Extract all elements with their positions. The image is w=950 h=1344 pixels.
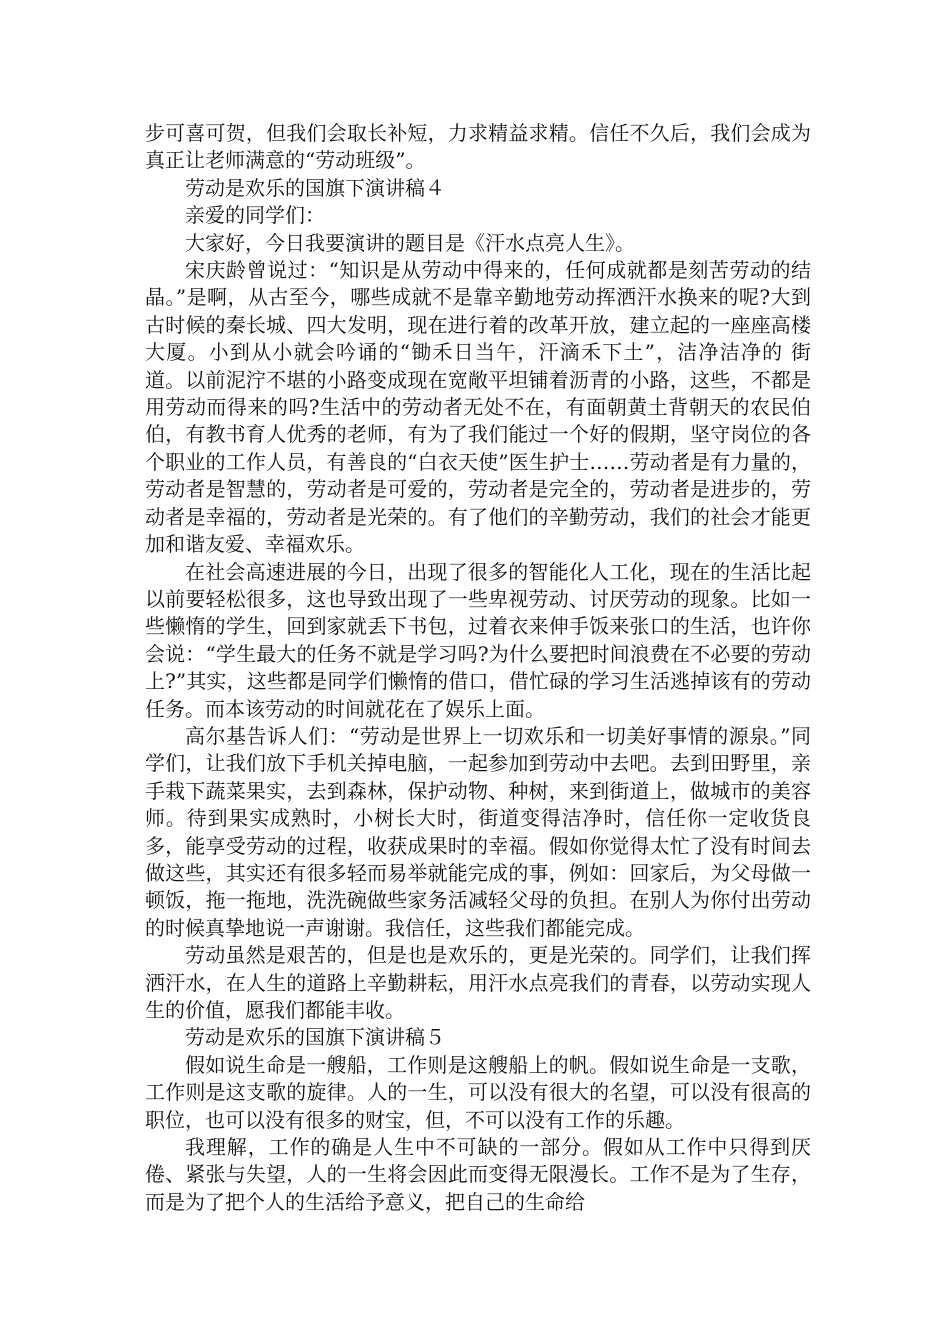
speech-title-5: 劳动是欢乐的国旗下演讲稿５ [185, 1025, 445, 1050]
paragraph-greeting: 大家好，今日我要演讲的题目是《汗水点亮人生》。 [185, 230, 635, 255]
paragraph-work-meaning: 我理解，工作的确是人生中不可缺的一部分。假如从工作中只得到厌倦、紧张与失望，人的一生将会因此而变得无限漫长。工作不是为了生存，而是为了把个人的生活给予意义，把自己的生命给 [145, 1135, 811, 1214]
salutation: 亲爱的同学们： [185, 203, 325, 228]
paragraph-song-qingling: 宋庆龄曾说过：“知识是从劳动中得来的，任何成就都是刻苦劳动的结晶。”是啊，从古至今，哪些成就不是靠辛勤地劳动挥洒汗水换来的呢?大到古时候的秦长城、四大发明，现在进行着的改革开放，建立起的一座座高楼大厦。小到从小就会吟诵的“锄禾日当午，汗滴禾下土”，洁净洁净的 街道。以前泥泞不堪的小路变成现在宽敞平坦铺着沥青的小路，这些，不都是用劳动而得来的吗?生活中的劳动者无处不在，有面朝黄土背朝天的农民伯伯，有教书育人优秀的老师，有为了我们能过一个好的假期，坚守岗位的各个职业的工作人员，有善良的“白衣天使”医生护士……劳动者是有力量的，劳动者是智慧的，劳动者是可爱的，劳动者是完全的，劳动者是进步的，劳动者是幸福的，劳动者是光荣的。有了他们的辛勤劳动，我们的社会才能更加和谐友爱、幸福欢乐。 [145, 258, 811, 557]
paragraph-conclusion: 劳动虽然是艰苦的，但是也是欢乐的，更是光荣的。同学们，让我们挥洒汗水，在人生的道路上辛勤耕耘，用汗水点亮我们的青春，以劳动实现人生的价值，愿我们都能丰收。 [145, 943, 811, 1022]
paragraph-continuation: 步可喜可贺，但我们会取长补短，力求精益求精。信任不久后，我们会成为真正让老师满意的“劳动班级”。 [145, 121, 811, 173]
paragraph-gorky: 高尔基告诉人们：“劳动是世界上一切欢乐和一切美好事情的源泉。”同学们，让我们放下手机关掉电脑，一起参加到劳动中去吧。去到田野里，亲手栽下蔬菜果实，去到森林，保护动物、种树，来到街道上，做城市的美容师。待到果实成熟时，小树长大时，街道变得洁净时，信任你一定收货良多，能享受劳动的过程，收获成果时的幸福。假如你觉得太忙了没有时间去做这些，其实还有很多轻而易举就能完成的事，例如：回家后，为父母做一顿饭，拖一拖地，洗洗碗做些家务活减轻父母的负担。在别人为你付出劳动的时候真挚地说一声谢谢。我信任，这些我们都能完成。 [145, 723, 811, 940]
paragraph-modern-society: 在社会高速进展的今日，出现了很多的智能化人工化，现在的生活比起以前要轻松很多，这也导致出现了一些卑视劳动、讨厌劳动的现象。比如一些懒惰的学生，回到家就丢下书包，过着衣来伸手饭来张口的生活，也许你会说：“学生最大的任务不就是学习吗?为什么要把时间浪费在不必要的劳动上?”其实，这些都是同学们懒惰的借口，借忙碌的学习生活逃掉该有的劳动任务。而本该劳动的时间就花在了娱乐上面。 [145, 559, 811, 721]
document-body [145, 120, 811, 1216]
paragraph-ship-metaphor: 假如说生命是一艘船，工作则是这艘船上的帆。假如说生命是一支歌，工作则是这支歌的旋律。人的一生，可以没有很大的名望，可以没有很高的职位，也可以没有很多的财宝，但，不可以没有工作的乐趣。 [145, 1052, 811, 1132]
speech-title-4: 劳动是欢乐的国旗下演讲稿４ [185, 175, 445, 200]
